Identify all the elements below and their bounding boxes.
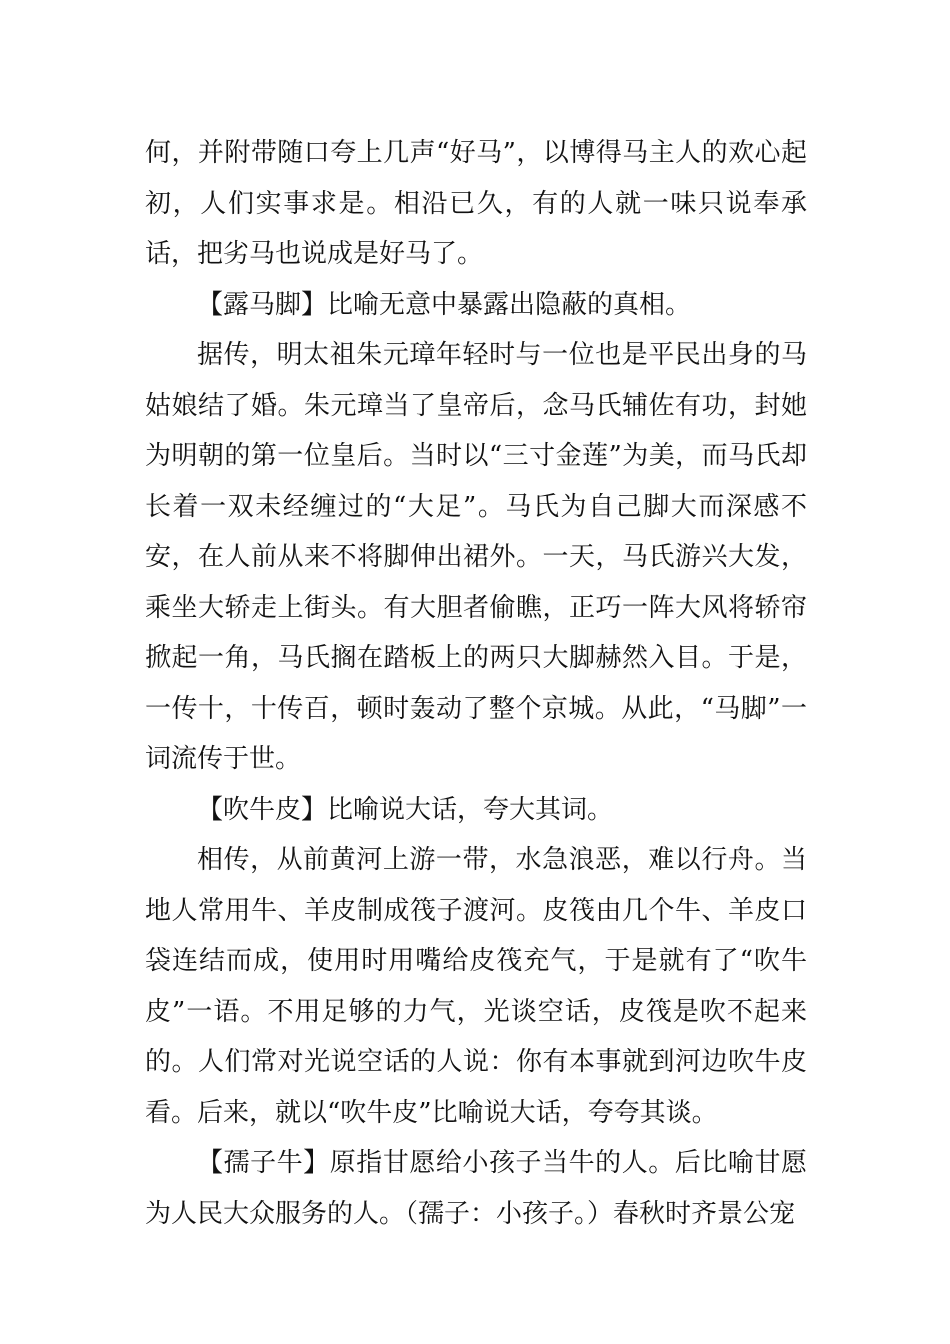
paragraph-lu-ma-jiao-definition: 【露马脚】比喻无意中暴露出隐蔽的真相。: [197, 289, 692, 320]
paragraph-lu-ma-jiao-story: 据传，明太祖朱元璋年轻时与一位也是平民出身的马姑娘结了婚。朱元璋当了皇帝后，念马氏辅佐有功，封她为明朝的第一位皇后。当时以“三寸金莲”为美，而马氏却长着一双未经缠过的“大足”。马氏为自己脚大而深感不安，在人前从来不将脚伸出裙外。一天，马氏游兴大发，乘坐大轿走上街头。有大胆者偷瞧，正巧一阵大风将轿帘掀起一角，马氏搁在踏板上的两只大脚赫然入目。于是，一传十，十传百，顿时轰动了整个京城。从此，“马脚”一词流传于世。: [145, 340, 807, 774]
paragraph-chui-niu-pi-definition: 【吹牛皮】比喻说大话，夸大其词。: [197, 794, 614, 825]
paragraph-continuation: 何，并附带随口夸上几声“好马”，以博得马主人的欢心起初，人们实事求是。相沿已久，有的人就一味只说奉承话，把劣马也说成是好马了。: [145, 138, 807, 269]
body-text: [145, 128, 807, 1239]
paragraph-chui-niu-pi-story: 相传，从前黄河上游一带，水急浪恶，难以行舟。当地人常用牛、羊皮制成筏子渡河。皮筏由几个牛、羊皮口袋连结而成，使用时用嘴给皮筏充气，于是就有了“吹牛皮”一语。不用足够的力气，光谈空话，皮筏是吹不起来的。人们常对光说空话的人说：你有本事就到河边吹牛皮看。后来，就以“吹牛皮”比喻说大话，夸夸其谈。: [145, 845, 807, 1128]
paragraph-ru-zi-niu-definition: 【孺子牛】原指甘愿给小孩子当牛的人。后比喻甘愿为人民大众服务的人。（孺子：小孩子。）春秋时齐景公宠: [145, 1148, 807, 1229]
